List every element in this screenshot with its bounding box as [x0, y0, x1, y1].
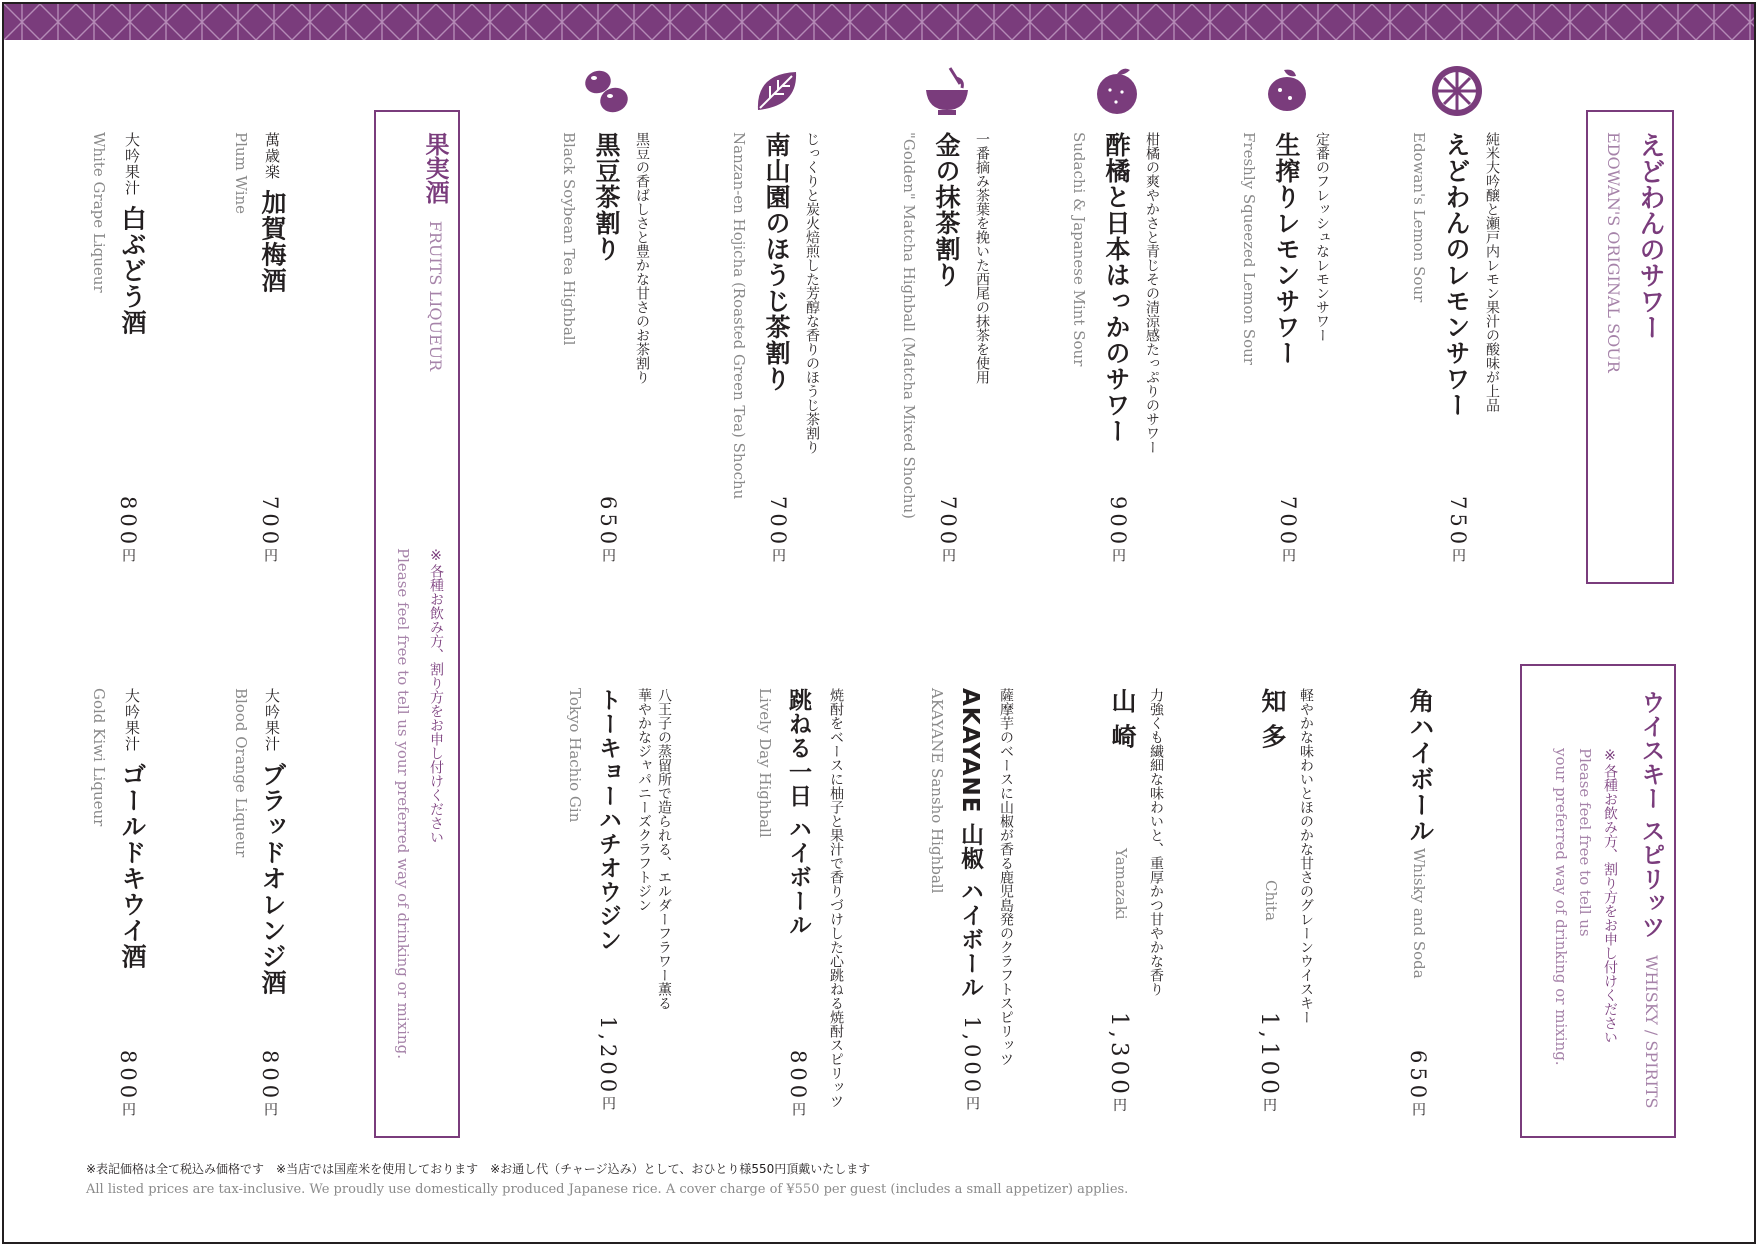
fruits-section-header: [374, 110, 460, 1138]
sour-title-jp: えどわんのサワー: [1635, 132, 1665, 340]
fruits-note-jp: ※各種お飲み方、割り方をお申し付けください: [428, 548, 444, 844]
geometric-pattern-icon: [4, 4, 1754, 40]
citrus-slice-icon: [1430, 64, 1484, 118]
fruits-note-en: Please feel free to tell us your preferred way of drinking or mixing.: [394, 548, 412, 1059]
fruits-title: 果実酒 FRUITS LIQUEUR: [421, 132, 449, 372]
whisky-note-en-2: your preferred way of drinking or mixing.: [1552, 748, 1570, 1066]
whisky-note-en-1: Please feel free to tell us: [1576, 748, 1594, 937]
whisky-title: ウイスキー スピリッツ WHISKY / SPIRITS: [1637, 690, 1665, 1109]
sour-section-header: [1586, 110, 1674, 584]
footer-note-en: All listed prices are tax-inclusive. We proudly use domestically produced Japanese rice. A cover charge of ¥550 per guest (includes a small appetizer) applies.: [86, 1182, 1129, 1197]
sour-title-en: EDOWAN'S ORIGINAL SOUR: [1604, 132, 1623, 373]
lemon-icon: [1260, 64, 1314, 118]
footer-note-jp: ※表記価格は全て税込み価格です ※当店では国産米を使用しております ※お通し代（チャージ込み）として、おひとり様550円頂戴いたします: [86, 1162, 871, 1176]
sudachi-icon: [1090, 64, 1144, 118]
matcha-bowl-icon: [920, 64, 974, 118]
black-soybean-icon: [580, 64, 634, 118]
tea-leaf-icon: [750, 64, 804, 118]
whisky-note-jp: ※各種お飲み方、割り方をお申し付けください: [1602, 748, 1618, 1044]
whisky-section-header: [1520, 664, 1676, 1138]
decorative-pattern-band: [4, 4, 1754, 40]
